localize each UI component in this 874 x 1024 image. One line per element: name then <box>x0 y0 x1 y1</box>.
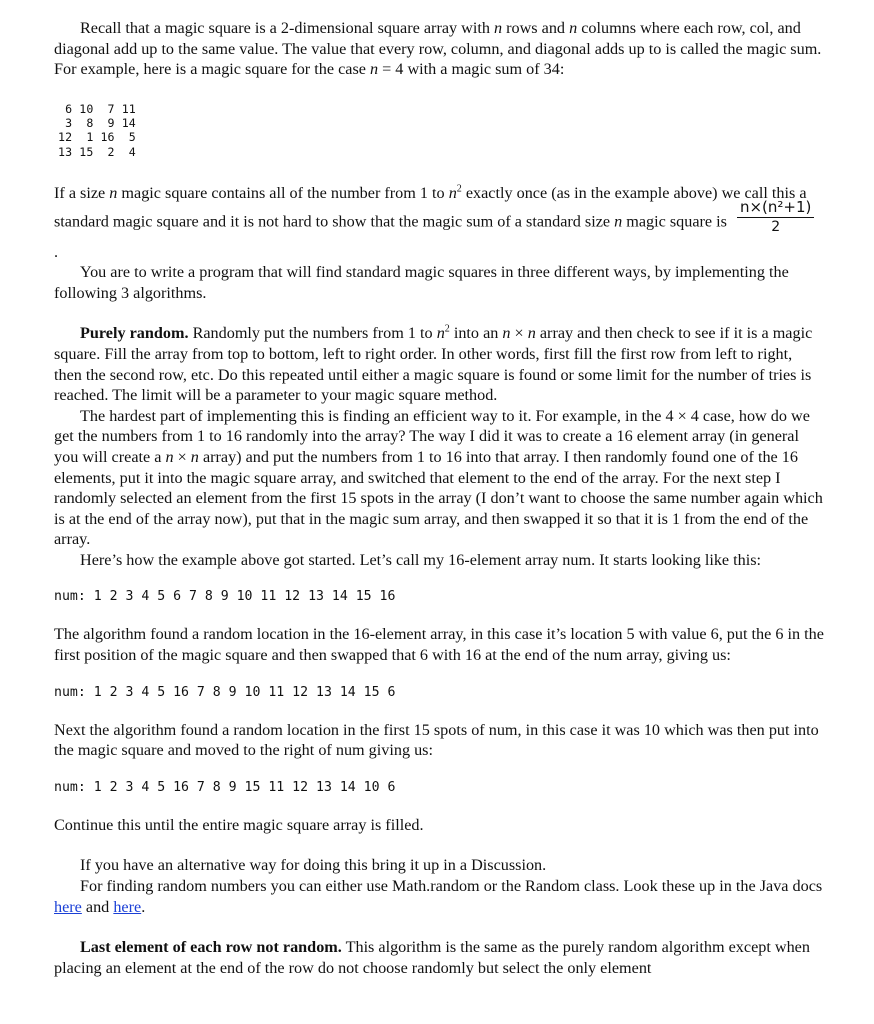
task-paragraph: You are to write a program that will find standard magic squares in three different ways, by implementing the following 3 algorithms. <box>54 263 789 302</box>
purely-random-heading: Purely random. <box>80 324 189 343</box>
num-array-line-3: num: 1 2 3 4 5 16 7 8 9 15 11 12 13 14 10 6 <box>54 779 396 795</box>
after-num2-paragraph: Next the algorithm found a random location in the first 15 spots of num, in this case it was 10 which was then put into the magic square and moved to the right of num giving us: <box>54 720 819 760</box>
alternative-paragraph: If you have an alternative way for doing this bring it up in a Discussion. <box>80 856 547 875</box>
random-tip-and: and <box>81 897 114 916</box>
example-start-paragraph: Here’s how the example above got started. Let’s call my 16-element array num. It starts looking like this: <box>80 550 762 569</box>
java-docs-link-1[interactable]: here <box>54 897 82 916</box>
intro-paragraph: Recall that a magic square is a 2-dimensional square array with n rows and n columns where each row, col, and diagonal add up to the same value. The value that every row, column, and diagonal adds up to is called the magic sum. For example, here is a magic square for the case n = 4 with a magic sum of 34: <box>54 19 822 79</box>
continue-paragraph: Continue this until the entire magic square array is filled. <box>54 815 424 834</box>
java-docs-link-2[interactable]: here <box>113 897 142 916</box>
random-tip-end: . <box>141 897 146 916</box>
num-array-line-1: num: 1 2 3 4 5 6 7 8 9 10 11 12 13 14 15 16 <box>54 589 396 605</box>
purely-random-paragraph: Purely random. Randomly put the numbers from 1 to $n^2$ into an n × n array and then check to see if it is a magic square. Fill the array from top to bottom, left to right order. In other words, first fill the first row from left to right, then the second row, etc. Do this repeated until either a magic square is found or some limit for the number of tries is reached. The limit will be a parameter to your magic square method. <box>54 323 813 405</box>
standard-magic-square-paragraph: If a size n magic square contains all of the number from 1 to $n^2$ exactly once (as in the example above) we call this a standard magic square and it is not hard to show that the magic sum of a standard size n magic square is $\frac{\text{n×(n²+1)}}{2}$ . <box>54 183 824 262</box>
random-tip-text: For finding random numbers you can either use Math.random or the Random class. Look these up in the Java docs <box>80 877 823 896</box>
formula-denominator: 2 <box>771 218 781 235</box>
document-page <box>54 18 824 978</box>
square-row: 3 8 9 14 <box>58 116 136 131</box>
magic-sum-formula <box>737 198 814 236</box>
formula-numerator: n×(n²+1) <box>737 198 814 218</box>
formula-period: . <box>54 242 59 261</box>
square-row: 13 15 2 4 <box>58 144 136 159</box>
hardest-part-paragraph: The hardest part of implementing this is finding an efficient way to it. For example, in the 4 × 4 case, how do we get the numbers from 1 to 16 randomly into the array? The way I did it was to create a 16 element array (in general you will create a n × n array) and put the numbers from 1 to 16 into that array. I then randomly found one of the 16 elements, put it into the magic square array, and switched that element to the end of the array. For the next step I randomly selected an element from the first 15 spots in the array (I don’t want to choose the same number again which is at the end of the array now), put that in the magic sum array, and then swapped it so that it is 1 from the end of the array. <box>54 406 823 549</box>
square-row: 6 10 7 11 <box>58 101 136 116</box>
random-tip-paragraph <box>54 876 824 917</box>
num-array-line-2: num: 1 2 3 4 5 16 7 8 9 10 11 12 13 14 15 6 <box>54 684 396 700</box>
last-element-paragraph <box>54 937 824 978</box>
square-row: 12 1 16 5 <box>58 130 136 145</box>
example-magic-square <box>58 102 824 159</box>
last-element-text: This algorithm is the same as the purely random algorithm except when placing an element at the end of the row do not choose randomly but select the only element <box>54 938 810 977</box>
last-element-heading: Last element of each row not random. <box>80 938 342 957</box>
after-num1-paragraph: The algorithm found a random location in the 16-element array, in this case it’s location 5 with value 6, put the 6 in the first position of the magic square and then swapped that 6 with 16 at the end of the num array, giving us: <box>54 625 824 665</box>
